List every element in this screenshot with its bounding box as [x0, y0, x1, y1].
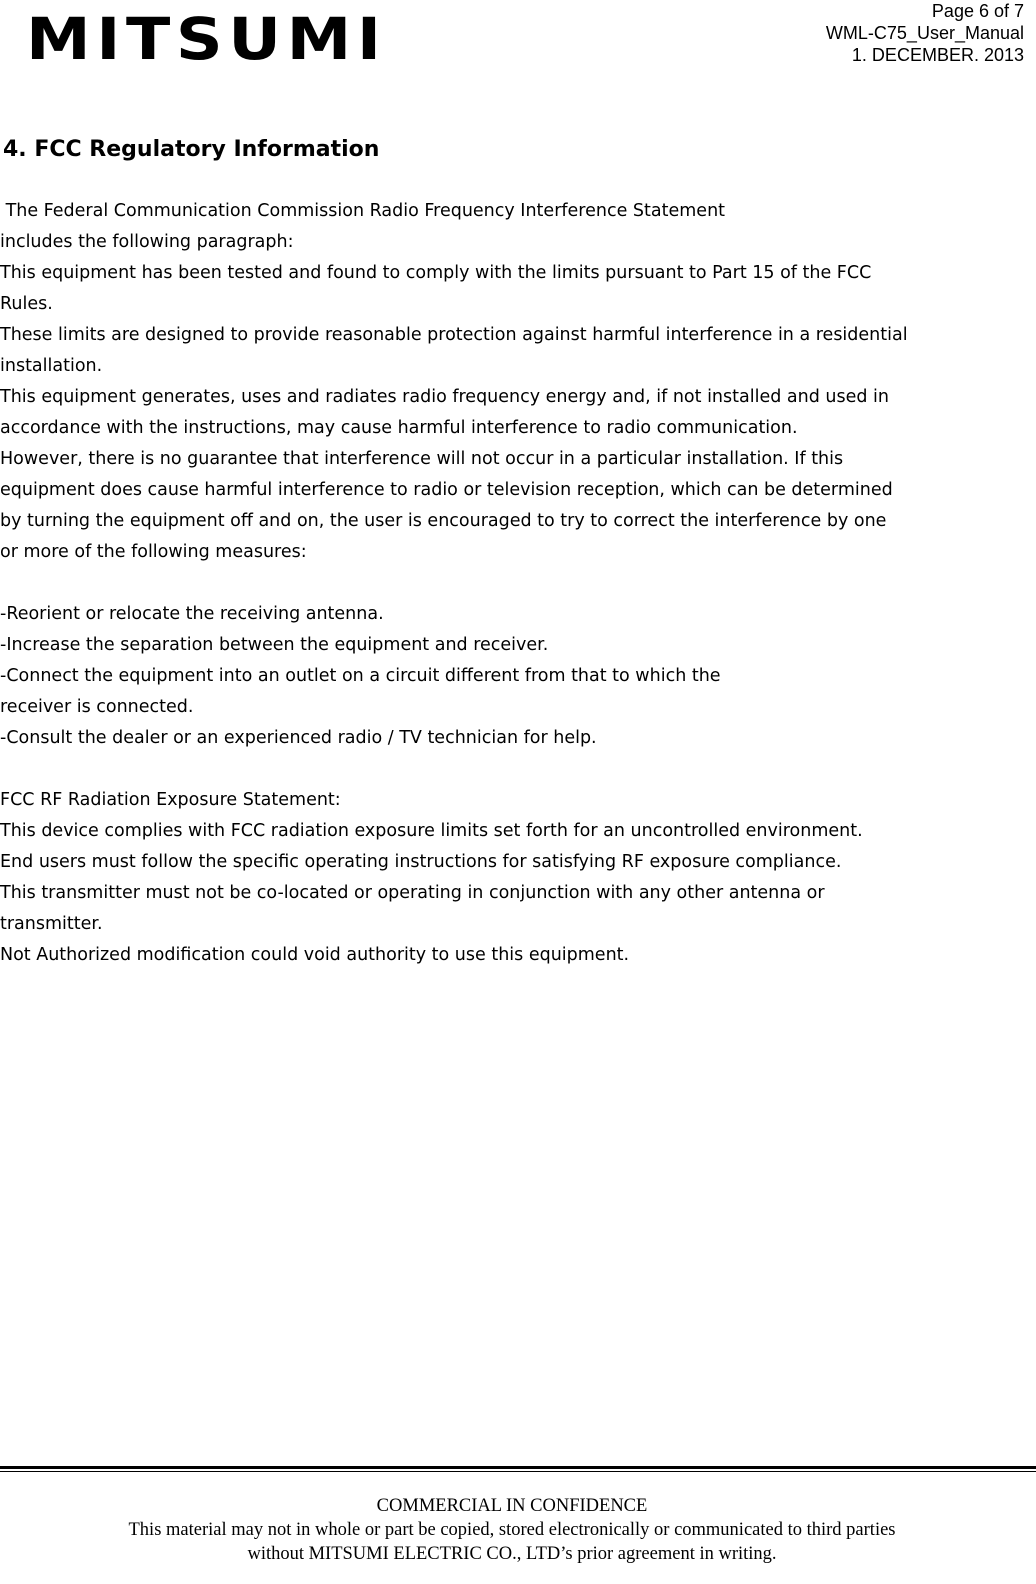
section-title: 4. FCC Regulatory Information [3, 137, 380, 162]
body-line: These limits are designed to provide reasonable protection against harmful interference in a residential [0, 325, 908, 345]
body-line: by turning the equipment off and on, the user is encouraged to try to correct the interference by one [0, 511, 887, 531]
body-line: installation. [0, 356, 103, 376]
body-line: This device complies with FCC radiation exposure limits set forth for an uncontrolled environment. [0, 821, 863, 841]
body-line: However, there is no guarantee that interference will not occur in a particular installation. If this [0, 449, 844, 469]
footer-divider [0, 1466, 1036, 1472]
measure-item: -Consult the dealer or an experienced radio / TV technician for help. [0, 728, 597, 748]
document-meta [826, 0, 1024, 66]
measure-item: -Connect the equipment into an outlet on a circuit different from that to which the [0, 666, 721, 686]
body-line: Not Authorized modification could void authority to use this equipment. [0, 945, 630, 965]
confidentiality-footer [0, 1494, 1024, 1566]
body-line: The Federal Communication Commission Radio Frequency Interference Statement [0, 201, 726, 221]
blank-line [0, 568, 1032, 599]
footer-notice-line: This material may not in whole or part be copied, stored electronically or communicated to third parties [128, 1520, 896, 1540]
document-name: WML-C75_User_Manual [825, 23, 1024, 43]
document-date: 1. DECEMBER. 2013 [851, 45, 1024, 65]
subheading: FCC RF Radiation Exposure Statement: [0, 790, 341, 810]
body-line: Rules. [0, 294, 53, 314]
body-line: equipment does cause harmful interference to radio or television reception, which can be determined [0, 480, 893, 500]
body-line: This equipment has been tested and found to comply with the limits pursuant to Part 15 of the FCC [0, 263, 872, 283]
mitsumi-logo: MITSUMI [26, 5, 387, 73]
footer-notice-line: without MITSUMI ELECTRIC CO., LTD’s prior agreement in writing. [247, 1544, 777, 1564]
body-line: End users must follow the specific operating instructions for satisfying RF exposure compliance. [0, 852, 842, 872]
body-line: includes the following paragraph: [0, 232, 294, 252]
measure-item: receiver is connected. [0, 697, 194, 717]
measure-item: -Increase the separation between the equipment and receiver. [0, 635, 549, 655]
footer-heading: COMMERCIAL IN CONFIDENCE [376, 1496, 648, 1516]
measure-item: -Reorient or relocate the receiving antenna. [0, 604, 384, 624]
body-line: accordance with the instructions, may cause harmful interference to radio communication. [0, 418, 798, 438]
body-line: transmitter. [0, 914, 103, 934]
page-number: Page 6 of 7 [931, 1, 1024, 21]
body-text [0, 196, 1032, 971]
body-line: or more of the following measures: [0, 542, 307, 562]
body-line: This equipment generates, uses and radiates radio frequency energy and, if not installed and used in [0, 387, 889, 407]
body-line: This transmitter must not be co-located or operating in conjunction with any other antenna or [0, 883, 825, 903]
blank-line [0, 754, 1032, 785]
